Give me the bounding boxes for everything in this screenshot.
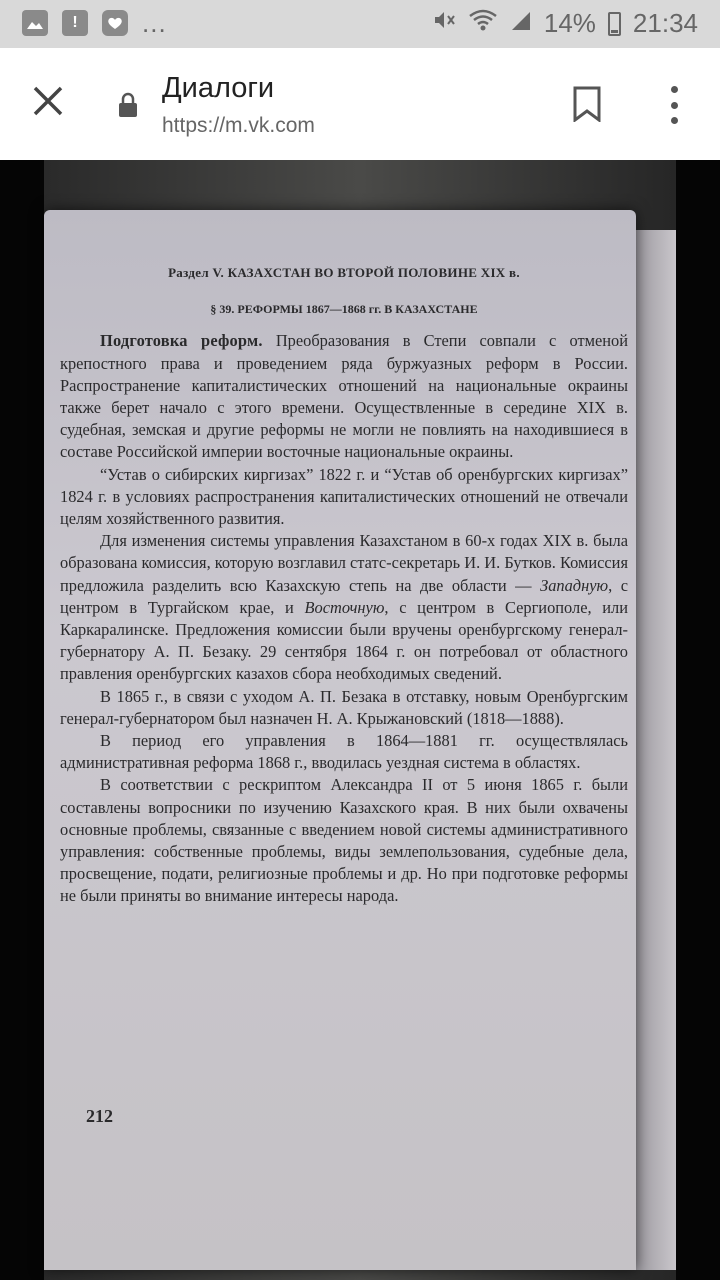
overflow-menu-button[interactable] [662, 86, 686, 124]
more-notifications: ... [142, 8, 167, 38]
alert-icon: ! [62, 10, 88, 36]
menu-dot [671, 102, 678, 109]
page-url[interactable]: https://m.vk.com [162, 114, 315, 137]
mute-icon [432, 8, 456, 39]
paragraph-5: В период его управления в 1864—1881 гг. осуществлялась административная реформа 1868 г., вводилась уездная система в областях. [60, 731, 628, 773]
close-button[interactable] [28, 84, 68, 124]
close-icon [31, 84, 65, 118]
paragraph-2: “Устав о сибирских киргизах” 1822 г. и “Устав об оренбургских киргизах” 1824 г. в условиях распространения капиталистических отношений не отвечали целям хозяйственного развития. [60, 464, 628, 529]
paragraph-3-text-b: , с центром в Тургайском крае, и [60, 575, 628, 617]
clock: 21:34 [632, 8, 698, 38]
status-bar [0, 0, 720, 48]
paragraph-lead: Подготовка реформ. [100, 331, 263, 351]
battery-icon [608, 12, 621, 36]
paragraph-4: В 1865 г., в связи с уходом А. П. Безака в отставку, новым Оренбургским генерал-губернатором был назначен Н. А. Крыжановский (1818—1888). [60, 686, 628, 728]
page-title: Диалоги [162, 72, 275, 104]
vk-icon [102, 10, 128, 36]
paragraph-1 [60, 330, 628, 463]
chapter-heading: § 39. РЕФОРМЫ 1867—1868 гг. В КАЗАХСТАНЕ [210, 302, 478, 317]
wifi-icon [468, 8, 498, 39]
lock-icon [118, 92, 138, 118]
paragraph-3 [60, 530, 628, 685]
paragraph-6: В соответствии с рескриптом Александра II от 5 июня 1865 г. были составлены вопросники по изучению Казахского края. В них были охвачены основные проблемы, связанные с введением новой системы административного управления: собственные проблемы, виды землепользования, судебные дела, просвещение, подати, религиозные проблемы и др. Но при подготовке реформы не были приняты во внимание интересы народа. [60, 775, 628, 906]
bookmark-button[interactable] [572, 86, 604, 124]
paragraph-1-text: Преобразования в Степи совпали с отменой крепостного права и проведением ряда буржуазных реформ в России. Распространение капиталистических отношений на национальные окраины также берет начало с этого времени. Осуществленные в середине XIX в. судебная, земская и другие реформы не могли не повлиять на находившиеся в составе Российской империи восточные национальные окраины. [60, 331, 628, 462]
region-west: Западную [540, 575, 609, 595]
region-east: Восточную [304, 597, 385, 617]
menu-dot [671, 86, 678, 93]
paragraph-3-text-c: , с центром в Сергиополе, или Каркаралинске. Предложения комиссии были вручены оренбургскому генерал-губернатору А. П. Безаку. 29 сентября 1864 г. он потребовал от областного правления оренбургских казахов сбора необходимых сведений. [60, 597, 628, 684]
paragraph-3-text-a: Для изменения системы управления Казахстаном в 60-х годах XIX в. была образована комиссия, которую возглавил статс-секретарь И. И. Бутков. Комиссия предложила разделить всю Казахскую степь на две области — [60, 531, 628, 595]
section-heading: Раздел V. КАЗАХСТАН ВО ВТОРОЙ ПОЛОВИНЕ XIX в. [168, 265, 520, 280]
book-text [60, 262, 628, 908]
next-page-edge [636, 230, 676, 1270]
app-bar [0, 48, 720, 160]
page-number: 212 [86, 1106, 113, 1126]
signal-icon [510, 8, 532, 39]
bookmark-icon [572, 86, 602, 122]
menu-dot [671, 117, 678, 124]
battery-level: 14% [543, 8, 596, 38]
image-icon [22, 10, 48, 36]
